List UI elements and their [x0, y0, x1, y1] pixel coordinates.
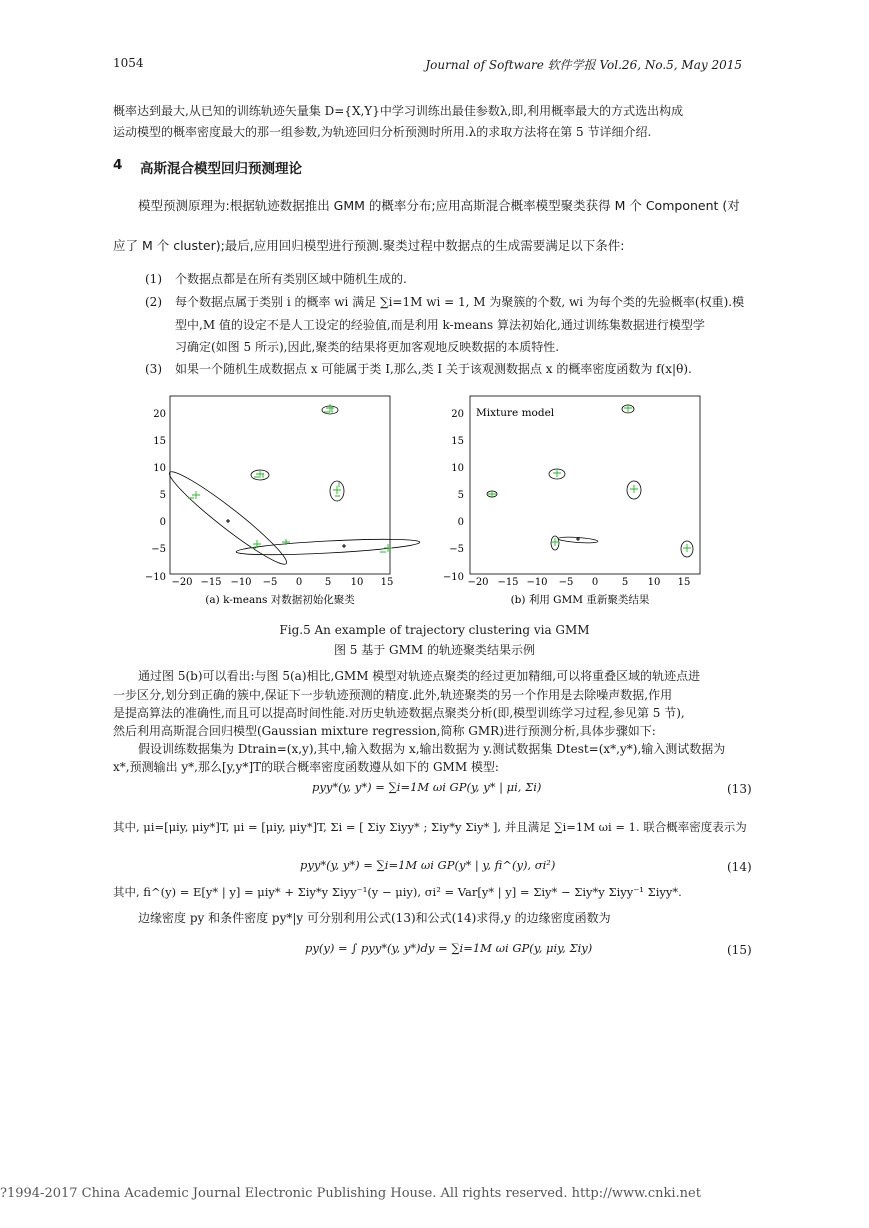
x-tick: 10	[350, 577, 364, 588]
x-tick: −10	[230, 577, 252, 588]
panel-b-x-ticks	[467, 577, 690, 588]
condition-text: 习确定(如图 5 所示),因此,聚类的结果将更加客观地反映数据的本质特性.	[175, 340, 560, 354]
para-line: 然后利用高斯混合回归模型(Gaussian mixture regression,简称 GMR)进行预测分析,具体步骤如下:	[113, 724, 656, 738]
cluster-points	[683, 544, 691, 552]
x-tick: −10	[526, 577, 548, 588]
panel-a-points	[188, 404, 392, 552]
x-tick: −20	[467, 577, 489, 588]
panel-b-ellipses	[487, 405, 693, 557]
x-tick: −15	[497, 577, 519, 588]
x-tick: 0	[295, 577, 303, 588]
equation-definitions: 其中, fi^(y) = E[y* | y] = μiy* + Σiy*y Σiyy⁻¹(y − μiy), σi² = Var[y* | y] = Σiy* − Σiy*y Σiyy⁻¹ Σiyy*.	[113, 885, 682, 899]
para-line: 边缘密度 py 和条件密度 py*|y 可分别利用公式(13)和公式(14)求得,y 的边缘密度函数为	[138, 911, 611, 925]
y-tick: 0	[159, 517, 166, 528]
cluster-center	[342, 544, 346, 548]
x-tick: −20	[171, 577, 193, 588]
panel-b-points	[488, 404, 691, 552]
para-line: 一步区分,划分到正确的簇中,保证下一步轨迹预测的精度.此外,轨迹聚类的另一个作用是去除噪声数据,作用	[113, 688, 673, 702]
cluster-points	[551, 538, 559, 546]
cluster-points	[254, 470, 264, 478]
condition-number: (2)	[145, 295, 162, 309]
cluster-points	[630, 485, 638, 493]
y-tick: 5	[159, 490, 166, 501]
y-tick: 0	[457, 517, 464, 528]
x-tick: 15	[380, 577, 394, 588]
figure-caption-en: Fig.5 An example of trajectory clustering via GMM	[279, 623, 590, 637]
x-tick: 15	[677, 577, 691, 588]
cluster-points	[188, 491, 200, 499]
panel-a-ellipses	[164, 406, 421, 571]
x-tick: 0	[591, 577, 599, 588]
condition-text: 型中,M 值的设定不是人工设定的经验值,而是利用 k-means 算法初始化,通过训练集数据进行模型学	[175, 318, 705, 332]
para-line: 通过图 5(b)可以看出:与图 5(a)相比,GMM 模型对轨迹点聚类的经过更加精细,可以将重叠区域的轨迹点进	[138, 669, 701, 683]
equation-number: (14)	[727, 860, 752, 874]
equation-15: py(y) = ∫ pyy*(y, y*)dy = ∑i=1M ωi GP(y, μiy, Σiy)	[305, 941, 593, 955]
panel-a-y-ticks	[145, 409, 166, 583]
x-tick: −5	[262, 577, 278, 588]
y-tick: −10	[144, 572, 166, 583]
y-tick: 20	[451, 409, 464, 420]
x-tick: −5	[558, 577, 574, 588]
x-tick: 5	[621, 577, 629, 588]
x-tick: 5	[324, 577, 332, 588]
para-line: x*,预测输出 y*,那么[y,y*]T的联合概率密度函数遵从如下的 GMM 模型:	[113, 760, 499, 774]
equation-where: 其中, μi=[μiy, μiy*]T, μi = [μiy, μiy*]T, Σi = [ Σiy Σiyy* ; Σiy*y Σiy* ], 并且满足 ∑i=1M ωi = 1. 联合概率密度表示为	[113, 820, 747, 834]
y-tick: 20	[153, 409, 166, 420]
para-line: 是提高算法的准确性,而且可以提高时间性能.对历史轨迹数据点聚类分析(即,模型训练学习过程,参见第 5 节),	[113, 706, 685, 720]
panel-b-label: Mixture model	[476, 407, 555, 419]
page-number: 1054	[113, 56, 144, 70]
y-tick: 10	[153, 463, 166, 474]
equation-13: pyy*(y, y*) = ∑i=1M ωi GP(y, y* | μi, Σi)	[312, 780, 542, 794]
panel-b-frame	[470, 396, 700, 574]
condition-text: 每个数据点属于类别 i 的概率 wi 满足 ∑i=1M wi = 1, M 为聚簇的个数, wi 为每个类的先验概率(权重).模	[175, 295, 745, 309]
panel-a	[145, 396, 420, 588]
x-tick: −15	[200, 577, 222, 588]
y-tick: −10	[442, 572, 464, 583]
panel-a-frame	[170, 396, 390, 574]
panel-b	[443, 396, 700, 588]
cluster-ellipse	[236, 536, 420, 558]
y-tick: 5	[457, 490, 464, 501]
equation-14: pyy*(y, y*) = ∑i=1M ωi GP(y* | y, fi^(y), σi²)	[300, 858, 556, 872]
condition-number: (3)	[145, 362, 162, 376]
panel-a-x-ticks	[171, 577, 393, 588]
subcaption-b: (b) 利用 GMM 重新聚类结果	[510, 594, 650, 606]
para-line: 模型预测原理为:根据轨迹数据推出 GMM 的概率分布;应用高斯混合概率模型聚类获得 M 个 Component (对	[138, 198, 740, 213]
cluster-center	[226, 519, 230, 523]
cluster-ellipse	[164, 465, 293, 572]
y-tick: −5	[151, 544, 166, 555]
condition-text: 个数据点都是在所有类别区域中随机生成的.	[175, 272, 407, 286]
para-line: 应了 M 个 cluster);最后,应用回归模型进行预测.聚类过程中数据点的生成需要满足以下条件:	[113, 238, 625, 253]
cluster-points	[324, 404, 334, 413]
equation-number: (15)	[727, 943, 752, 957]
copyright-footer: ?1994-2017 China Academic Journal Electronic Publishing House. All rights reserved. http://www.cnki.net	[0, 1186, 701, 1201]
section-number: 4	[113, 157, 123, 173]
cluster-points	[553, 469, 561, 477]
cluster-points	[333, 482, 341, 496]
condition-text: 如果一个随机生成数据点 x 可能属于类 I,那么,类 I 关于该观测数据点 x 的概率密度函数为 f(x|θ).	[175, 362, 692, 376]
intro-line: 概率达到最大,从已知的训练轨迹矢量集 D={X,Y}中学习训练出最佳参数λ,即,利用概率最大的方式选出构成	[113, 104, 684, 118]
intro-line: 运动模型的概率密度最大的那一组参数,为轨迹回归分析预测时所用.λ的求取方法将在第 5 节详细介绍.	[113, 125, 652, 139]
subcaption-a: (a) k-means 对数据初始化聚类	[205, 594, 355, 606]
y-tick: 15	[451, 436, 464, 447]
panel-b-y-ticks	[443, 409, 464, 583]
equation-number: (13)	[727, 782, 752, 796]
condition-number: (1)	[145, 272, 162, 286]
y-tick: −5	[449, 544, 464, 555]
y-tick: 10	[451, 463, 464, 474]
y-tick: 15	[153, 436, 166, 447]
running-header: Journal of Software 软件学报 Vol.26, No.5, May 2015	[425, 58, 742, 72]
x-tick: 10	[647, 577, 661, 588]
para-line: 假设训练数据集为 Dtrain=(x,y),其中,输入数据为 x,输出数据为 y.测试数据集 Dtest=(x*,y*),输入测试数据为	[138, 742, 726, 756]
cluster-points	[251, 539, 290, 548]
figure-caption-zh: 图 5 基于 GMM 的轨迹聚类结果示例	[333, 643, 536, 657]
figure-5	[140, 390, 760, 620]
section-title: 高斯混合模型回归预测理论	[140, 161, 302, 177]
